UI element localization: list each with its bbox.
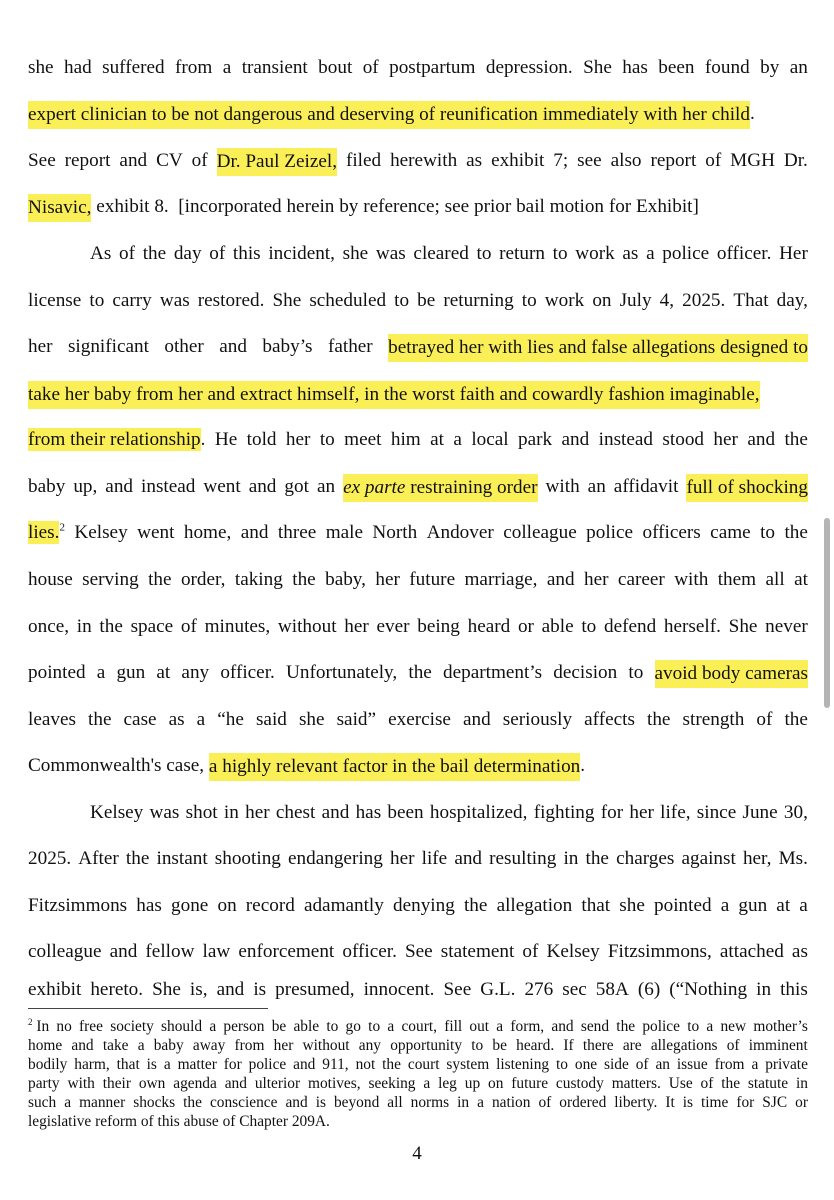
highlighted-text: from their relationship	[28, 429, 201, 450]
body-line-9: from their relationship. He told her to meet him at a local park and instead stood her and the	[28, 429, 808, 450]
footnote-line-6: legislative reform of this abuse of Chapter 209A.	[28, 1113, 330, 1130]
body-line-20: colleague and fellow law enforcement officer. See statement of Kelsey Fitzsimmons, attached as	[28, 941, 808, 962]
body-line-11: lies.$^2$ Kelsey went home, and three male North Andover colleague police officers came to the	[28, 521, 808, 543]
body-line-14: pointed a gun at any officer. Unfortunately, the department’s decision to avoid body cameras	[28, 660, 808, 688]
page-number: 4	[412, 1143, 422, 1164]
footnote-line-4: party with their own agenda and ulterior motives, seeking a leg up on future custody matters. Use of the statute in	[28, 1075, 808, 1092]
body-line-8	[28, 381, 808, 409]
footnote-line-5: such a manner shocks the conscience and is beyond all norms in a nation of ordered liberty. It is time for SJC or	[28, 1094, 808, 1111]
highlighted-text: lies.	[28, 522, 60, 543]
footnote-line-1: $^2$ In no free society should a person be able to go to a court, fill out a form, and send the police to a new mother’s	[28, 1016, 808, 1035]
body-line-13: once, in the space of minutes, without her ever being heard or able to defend herself. She never	[28, 616, 808, 637]
body-line-18: 2025. After the instant shooting endangering her life and resulting in the charges against her, Ms.	[28, 848, 808, 869]
highlighted-text: Nisavic,	[28, 194, 91, 222]
footnote-reference: 2	[59, 521, 65, 534]
highlighted-text: Dr. Paul Zeizel,	[217, 148, 337, 176]
footnote-line-3: bodily harm, that is a matter for police and 911, not the court system listening to one side of an issue from a private	[28, 1056, 808, 1073]
body-line-6: license to carry was restored. She scheduled to be returning to work on July 4, 2025. That day,	[28, 290, 808, 311]
body-line-2: expert clinician to be not dangerous and deserving of reunification immediately with her child .	[28, 101, 808, 129]
body-line-17: Kelsey was shot in her chest and has been hospitalized, fighting for her life, since June 30,	[90, 802, 808, 823]
highlighted-text: full of shocking	[686, 474, 808, 502]
highlighted-text: take her baby from her and extract himself, in the worst faith and cowardly fashion imaginable,	[28, 381, 760, 409]
footnote-line-2: home and take a baby away from her without any opportunity to be heard. If there are allegations of imminent	[28, 1037, 808, 1054]
body-line-4: Nisavic, exhibit 8. [incorporated herein by reference; see prior bail motion for Exhibit]	[28, 194, 808, 222]
body-line-15: leaves the case as a “he said she said” exercise and seriously affects the strength of the	[28, 709, 808, 730]
body-line-16: Commonwealth's case, a highly relevant factor in the bail determination .	[28, 753, 808, 781]
body-line-21: exhibit hereto. She is, and is presumed, innocent. See G.L. 276 sec 58A (6) (“Nothing in this	[28, 979, 808, 1000]
body-line-1: she had suffered from a transient bout of postpartum depression. She has been found by an	[28, 57, 808, 78]
highlighted-text: avoid body cameras	[655, 660, 808, 688]
highlighted-text: betrayed her with lies and false allegations designed to	[388, 334, 808, 362]
highlighted-text: a highly relevant factor in the bail determination	[209, 753, 580, 781]
body-line-5: As of the day of this incident, she was cleared to return to work as a police officer. Her	[90, 243, 808, 264]
body-line-12: house serving the order, taking the baby, her future marriage, and her career with them all at	[28, 569, 808, 590]
footnote-number: 2	[28, 1016, 33, 1027]
body-line-3: See report and CV of Dr. Paul Zeizel, filed herewith as exhibit 7; see also report of MGH Dr.	[28, 148, 808, 176]
footnote-divider	[28, 1008, 268, 1009]
scrollbar-thumb[interactable]	[824, 518, 830, 708]
highlighted-text: expert clinician to be not dangerous and deserving of reunification immediately with her child	[28, 101, 750, 129]
body-line-10: baby up, and instead went and got an ex parte restraining order with an affidavit full of shocking	[28, 474, 808, 502]
highlighted-text: ex parte restraining order	[343, 474, 537, 502]
body-line-7: her significant other and baby’s father betrayed her with lies and false allegations designed to	[28, 334, 808, 362]
body-line-19: Fitzsimmons has gone on record adamantly denying the allegation that she pointed a gun at a	[28, 895, 808, 916]
